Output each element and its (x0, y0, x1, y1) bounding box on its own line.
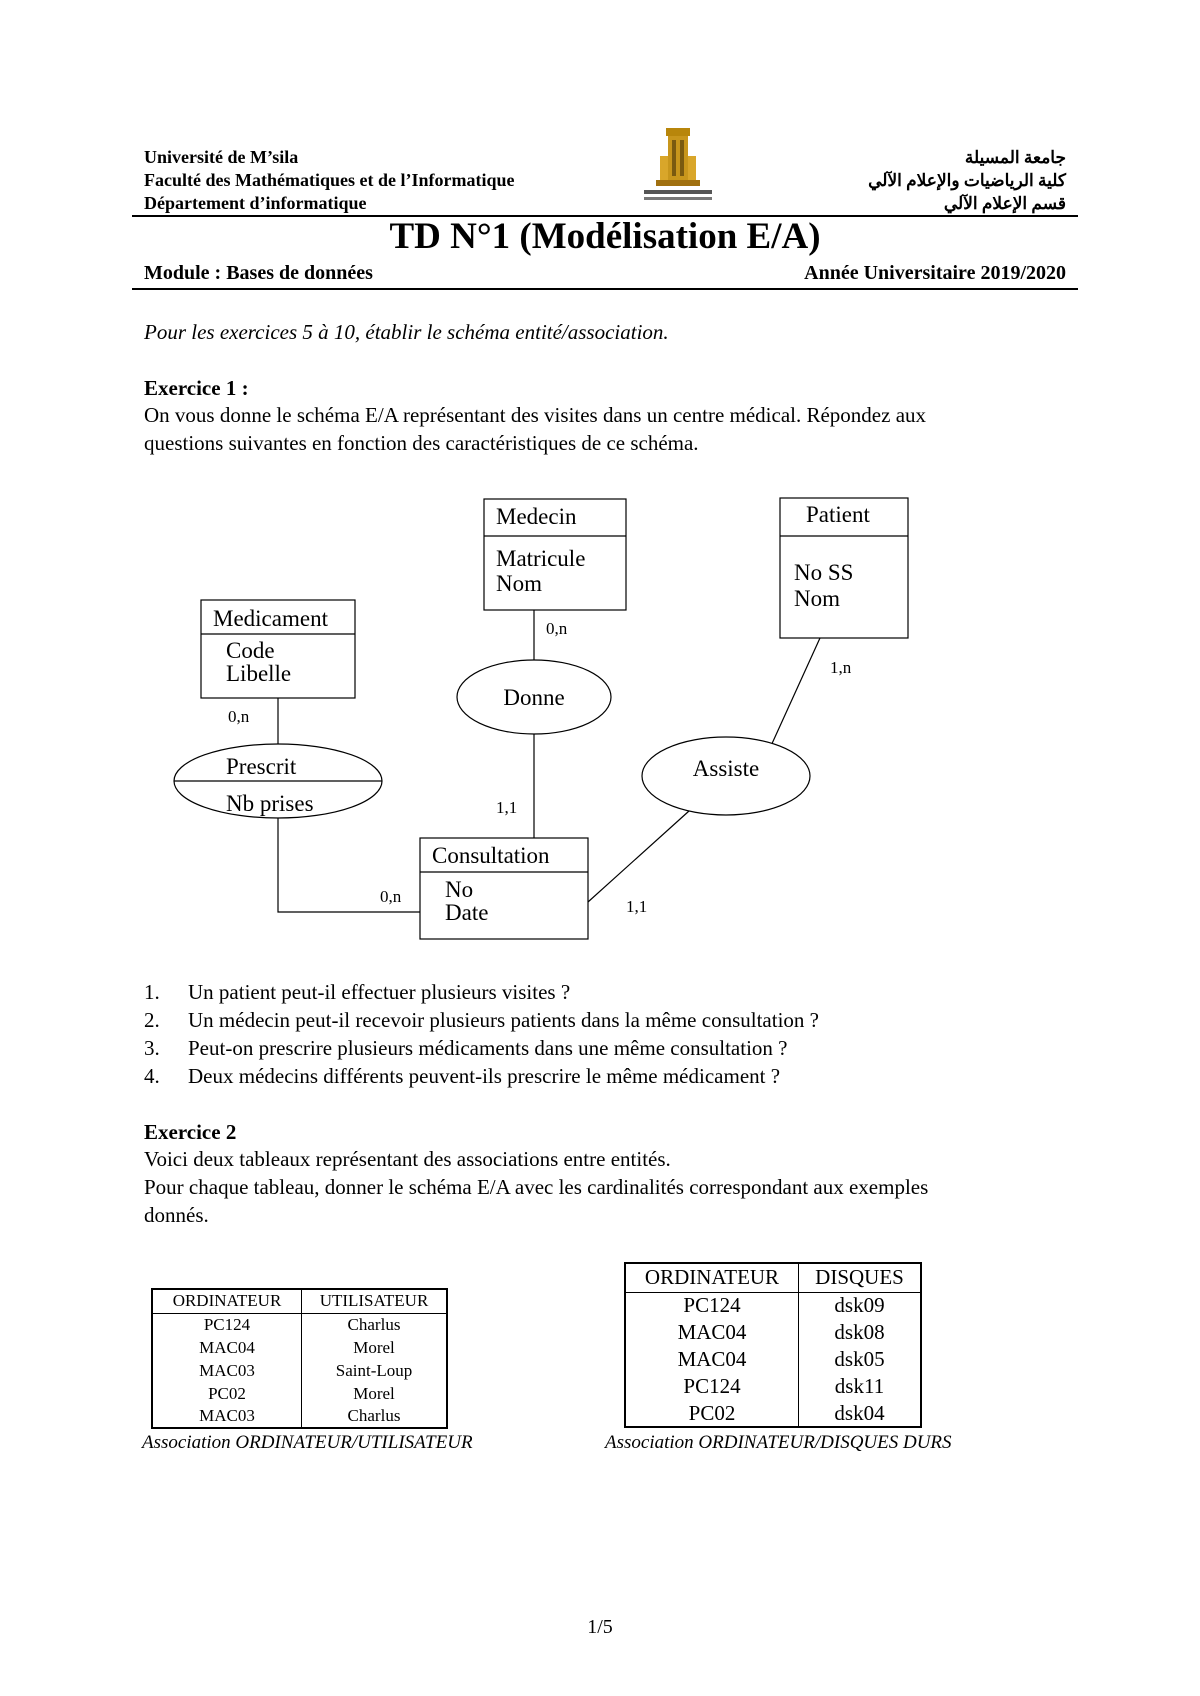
line-patient-assiste (770, 638, 820, 748)
university-name: Université de M’sila (144, 147, 299, 167)
question-item: 2. Un médecin peut-il recevoir plusieurs patients dans la même consultation ? (144, 1008, 819, 1032)
module-label: Module : Bases de données (144, 262, 373, 284)
entity-medicament-attr-2: Libelle (226, 661, 292, 686)
exercise2-line3: donnés. (144, 1203, 209, 1227)
university-name-ar: جامعة المسيلة (964, 148, 1066, 167)
academic-year: Année Universitaire 2019/2020 (804, 262, 1066, 284)
exercise1-text-line1: On vous donne le schéma E/A représentant des visites dans un centre médical. Répondez aux (144, 403, 927, 427)
exercise1-heading: Exercice 1 : (144, 376, 249, 400)
title-rule (132, 288, 1078, 290)
association-prescrit-name: Prescrit (226, 754, 297, 779)
association-assiste (642, 737, 810, 815)
er-diagram (144, 486, 924, 948)
table1-header-1: ORDINATEUR (152, 1289, 302, 1313)
entity-consultation-attr-1: No (445, 877, 474, 902)
question-item: 4. Deux médecins différents peuvent-ils prescrire le même médicament ? (144, 1064, 781, 1088)
table1-caption: Association ORDINATEUR/UTILISATEUR (142, 1432, 473, 1453)
exercise2-line2: Pour chaque tableau, donner le schéma E/A avec les cardinalités correspondant aux exemples (144, 1175, 929, 1199)
department-name-ar: قسم الإعلام الآلي (943, 194, 1066, 213)
card-prescrit-consultation: 0,n (380, 887, 402, 906)
table1-header-2: UTILISATEUR (302, 1289, 448, 1313)
association-prescrit-attr: Nb prises (226, 791, 314, 816)
association-assiste-name: Assiste (692, 756, 760, 781)
entity-patient (780, 498, 908, 638)
table-row: MAC03 Charlus (152, 1405, 447, 1428)
association-donne-name: Donne (503, 685, 565, 710)
table-row: MAC03 Saint-Loup (152, 1359, 447, 1382)
exercise2-block (144, 1120, 928, 1229)
exercise2-heading: Exercice 2 (144, 1120, 237, 1144)
card-patient-assiste: 1,n (830, 658, 852, 677)
department-name: Département d’informatique (144, 193, 367, 213)
entity-consultation-name: Consultation (432, 843, 550, 868)
entity-patient-name: Patient (806, 502, 870, 527)
entity-medecin-name: Medecin (496, 504, 577, 529)
table-row: PC124 Charlus (152, 1313, 447, 1336)
entity-patient-attr-1: No SS (794, 560, 854, 585)
question-item: 3. Peut-on prescrire plusieurs médicaments dans une même consultation ? (144, 1036, 788, 1060)
card-medicament-prescrit: 0,n (228, 707, 250, 726)
table2-header-2: DISQUES (799, 1263, 922, 1292)
exercise2-line1: Voici deux tableaux représentant des associations entre entités. (144, 1147, 671, 1171)
page-number: 1/5 (587, 1616, 613, 1638)
entity-medicament-name: Medicament (213, 606, 328, 631)
entity-medecin (484, 499, 626, 610)
page-title: TD N°1 (Modélisation E/A) (389, 216, 821, 257)
faculty-name-ar: كلية الرياضيات والإعلام الآلي (868, 171, 1066, 190)
entity-medicament-attr-1: Code (226, 638, 275, 663)
card-donne-consultation: 1,1 (496, 798, 518, 817)
table-row: PC124 dsk09 (625, 1292, 921, 1319)
university-logo (636, 126, 720, 210)
table2-header-1: ORDINATEUR (625, 1263, 799, 1292)
association-prescrit (174, 744, 382, 818)
entity-consultation (420, 838, 588, 939)
university-header-left (144, 146, 514, 215)
entity-medicament (201, 600, 355, 698)
faculty-name: Faculté des Mathématiques et de l’Informatique (144, 170, 515, 190)
table-row: PC02 dsk04 (625, 1400, 921, 1427)
instruction: Pour les exercices 5 à 10, établir le schéma entité/association. (144, 320, 669, 344)
entity-medecin-attr-1: Matricule (496, 546, 586, 571)
entity-patient-attr-2: Nom (794, 586, 840, 611)
table-ordinateur-utilisateur (151, 1288, 448, 1429)
card-medecin-donne: 0,n (546, 619, 568, 638)
question-item: 1. Un patient peut-il effectuer plusieurs visites ? (144, 980, 571, 1004)
association-donne (457, 660, 611, 734)
table-row: PC02 Morel (152, 1382, 447, 1405)
table2-caption: Association ORDINATEUR/DISQUES DURS (605, 1432, 952, 1453)
exercise1-questions (144, 978, 819, 1090)
exercise1-text-line2: questions suivantes en fonction des caractéristiques de ce schéma. (144, 431, 699, 455)
table-row: PC124 dsk11 (625, 1373, 921, 1400)
table-row: MAC04 dsk08 (625, 1319, 921, 1346)
university-header-right (868, 146, 1066, 215)
exercise1-block (144, 376, 926, 457)
table-row: MAC04 dsk05 (625, 1346, 921, 1373)
card-assiste-consultation: 1,1 (626, 897, 648, 916)
table-row: MAC04 Morel (152, 1336, 447, 1359)
module-row (144, 262, 1066, 285)
table-ordinateur-disques (624, 1262, 922, 1428)
line-assiste-consultation (588, 811, 689, 902)
entity-consultation-attr-2: Date (445, 900, 489, 925)
entity-medecin-attr-2: Nom (496, 571, 542, 596)
